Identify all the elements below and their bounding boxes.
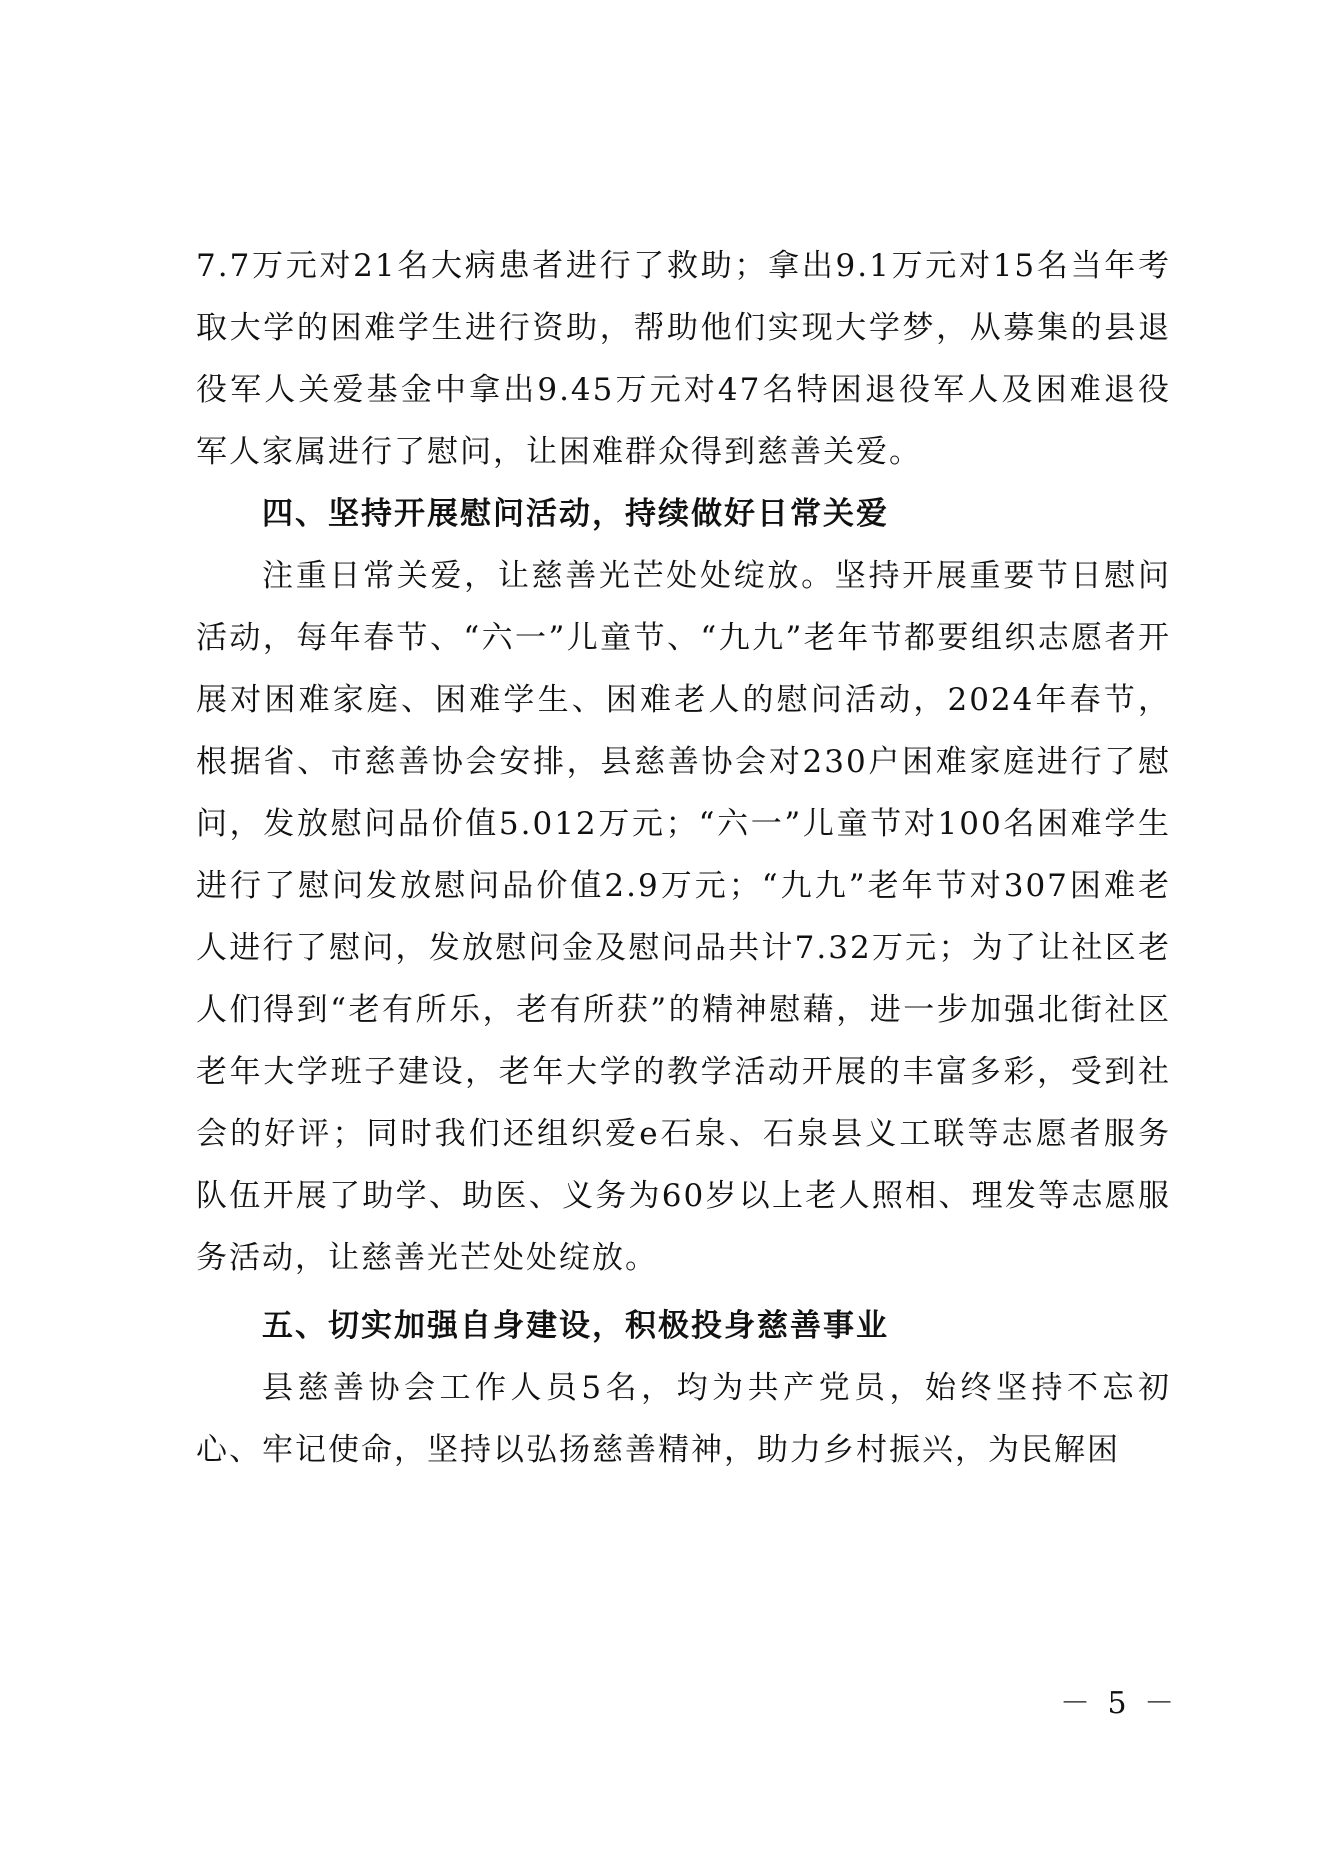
paragraph-daily-care: 注重日常关爱，让慈善光芒处处绽放。坚持开展重要节日慰问活动，每年春节、“六一”儿童节、“九九”老年节都要组织志愿者开展对困难家庭、困难学生、困难老人的慰问活动，2024年春节，根据省、市慈善协会安排，县慈善协会对230户困难家庭进行了慰问，发放慰问品价值5.012万元；“六一”儿童节对100名困难学生进行了慰问发放慰问品价值2.9万元；“九九”老年节对307困难老人进行了慰问，发放慰问金及慰问品共计7.32万元；为了让社区老人们得到“老有所乐，老有所获”的精神慰藉，进一步加强北街社区老年大学班子建设，老年大学的教学活动开展的丰富多彩，受到社会的好评；同时我们还组织爱e石泉、石泉县义工联等志愿者服务队伍开展了助学、助医、义务为60岁以上老人照相、理发等志愿服务活动，让慈善光芒处处绽放。 bbox=[196, 558, 1171, 1276]
page-number: － 5 － bbox=[1060, 1686, 1179, 1721]
section-heading-4: 四、坚持开展慰问活动，持续做好日常关爱 bbox=[262, 496, 889, 532]
paragraph-relief-summary: 7.7万元对21名大病患者进行了救助；拿出9.1万元对15名当年考取大学的困难学生进行资助，帮助他们实现大学梦，从募集的县退役军人关爱基金中拿出9.45万元对47名特困退役军人及困难退役军人家属进行了慰问，让困难群众得到慈善关爱。 bbox=[196, 248, 1171, 470]
section-heading-5: 五、切实加强自身建设，积极投身慈善事业 bbox=[262, 1308, 889, 1344]
paragraph-self-building: 县慈善协会工作人员5名，均为共产党员，始终坚持不忘初心、牢记使命，坚持以弘扬慈善精神，助力乡村振兴，为民解困 bbox=[196, 1370, 1171, 1468]
document-body bbox=[196, 235, 1171, 1481]
